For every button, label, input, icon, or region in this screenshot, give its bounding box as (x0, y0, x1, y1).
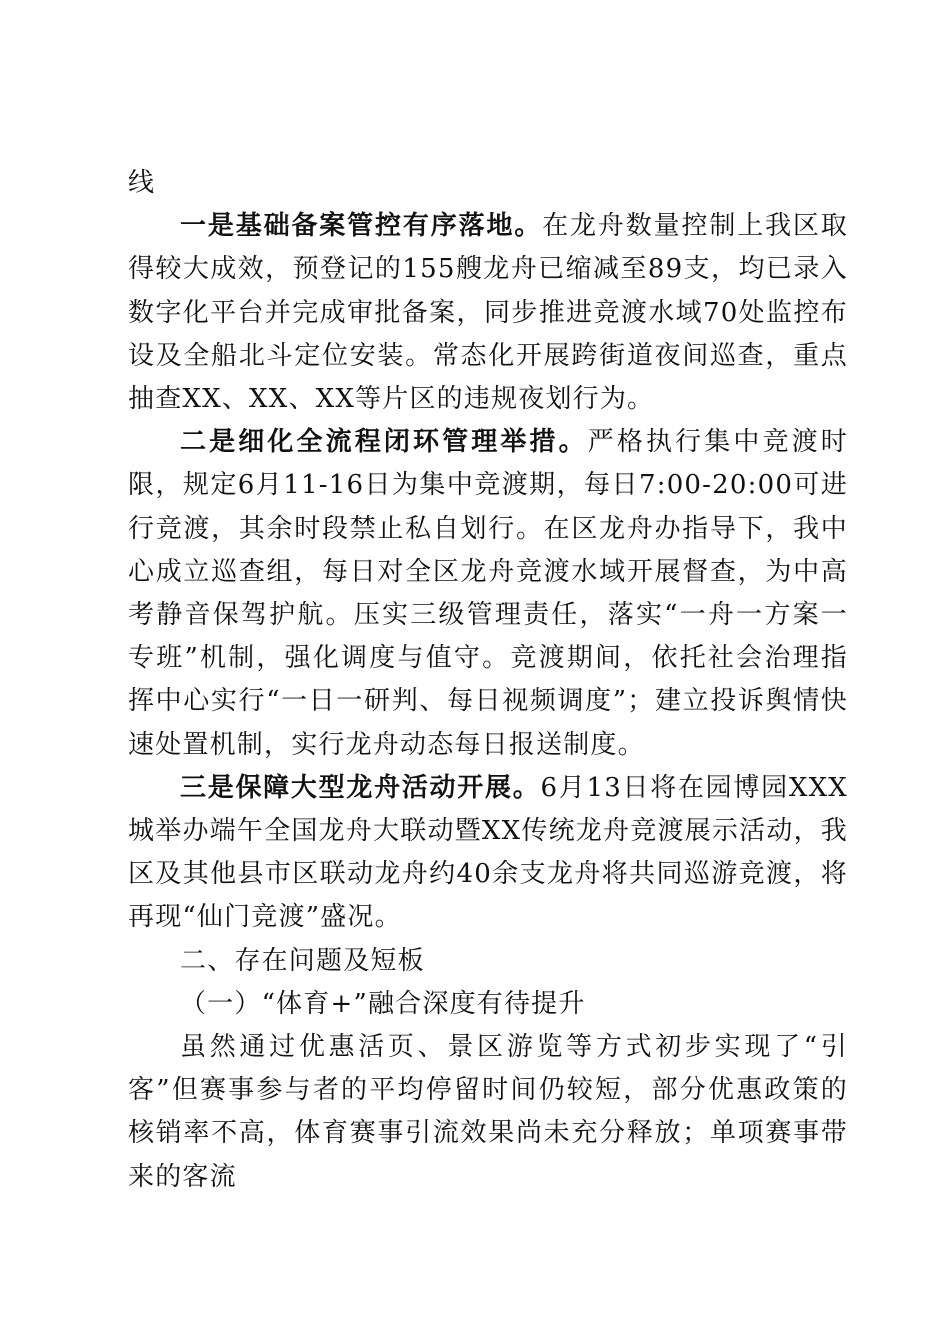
subsection-heading-sports-plus: （一）“体育+”融合深度有待提升 (180, 988, 586, 1019)
paragraph-lead-large-events: 三是保障大型龙舟活动开展。 (180, 772, 541, 803)
section-heading-problems: 二、存在问题及短板 (180, 945, 425, 976)
paragraph-body-large-events: 6月13日将在园博园XXX城举办端午全国龙舟大联动暨XX传统龙舟竞渡展示活动，我区及其他县市区联动龙舟约40余支龙舟将共同巡游竞渡，将再现“仙门竞渡”盛况。 (128, 772, 848, 933)
paragraph-body-closed-loop-management: 严格执行集中竞渡时限，规定6月11-16日为集中竞渡期，每日7:00-20:00可进行竞渡，其余时段禁止私自划行。在区龙舟办指导下，我中心成立巡查组，每日对全区龙舟竞渡水域开展督查，为中高考静音保驾护航。压实三级管理责任，落实“一舟一方案一专班”机制，强化调度与值守。竞渡期间，依托社会治理指挥中心实行“一日一研判、每日视频调度”；建立投诉舆情快速处置机制，实行龙舟动态每日报送制度。 (128, 427, 848, 760)
paragraph-closed-loop-management (128, 421, 848, 767)
continuation-line: 线 (128, 168, 156, 198)
paragraph-lead-basic-filing: 一是基础备案管控有序落地。 (180, 211, 543, 242)
paragraph-lead-closed-loop-management: 二是细化全流程闭环管理举措。 (180, 427, 588, 458)
paragraph-large-events (128, 767, 848, 940)
paragraph-sports-plus: 虽然通过优惠活页、景区游览等方式初步实现了“引客”但赛事参与者的平均停留时间仍较短，部分优惠政策的核销率不高，体育赛事引流效果尚未充分释放；单项赛事带来的客流 (128, 1032, 848, 1192)
paragraph-basic-filing (128, 205, 848, 421)
paragraph-body-basic-filing: 在龙舟数量控制上我区取得较大成效，预登记的155艘龙舟已缩减至89支，均已录入数字化平台并完成审批备案，同步推进竞渡水域70处监控布设及全船北斗定位安装。常态化开展跨街道夜间巡查，重点抽查XX、XX、XX等片区的违规夜划行为。 (128, 211, 848, 415)
document-body (128, 162, 848, 1199)
